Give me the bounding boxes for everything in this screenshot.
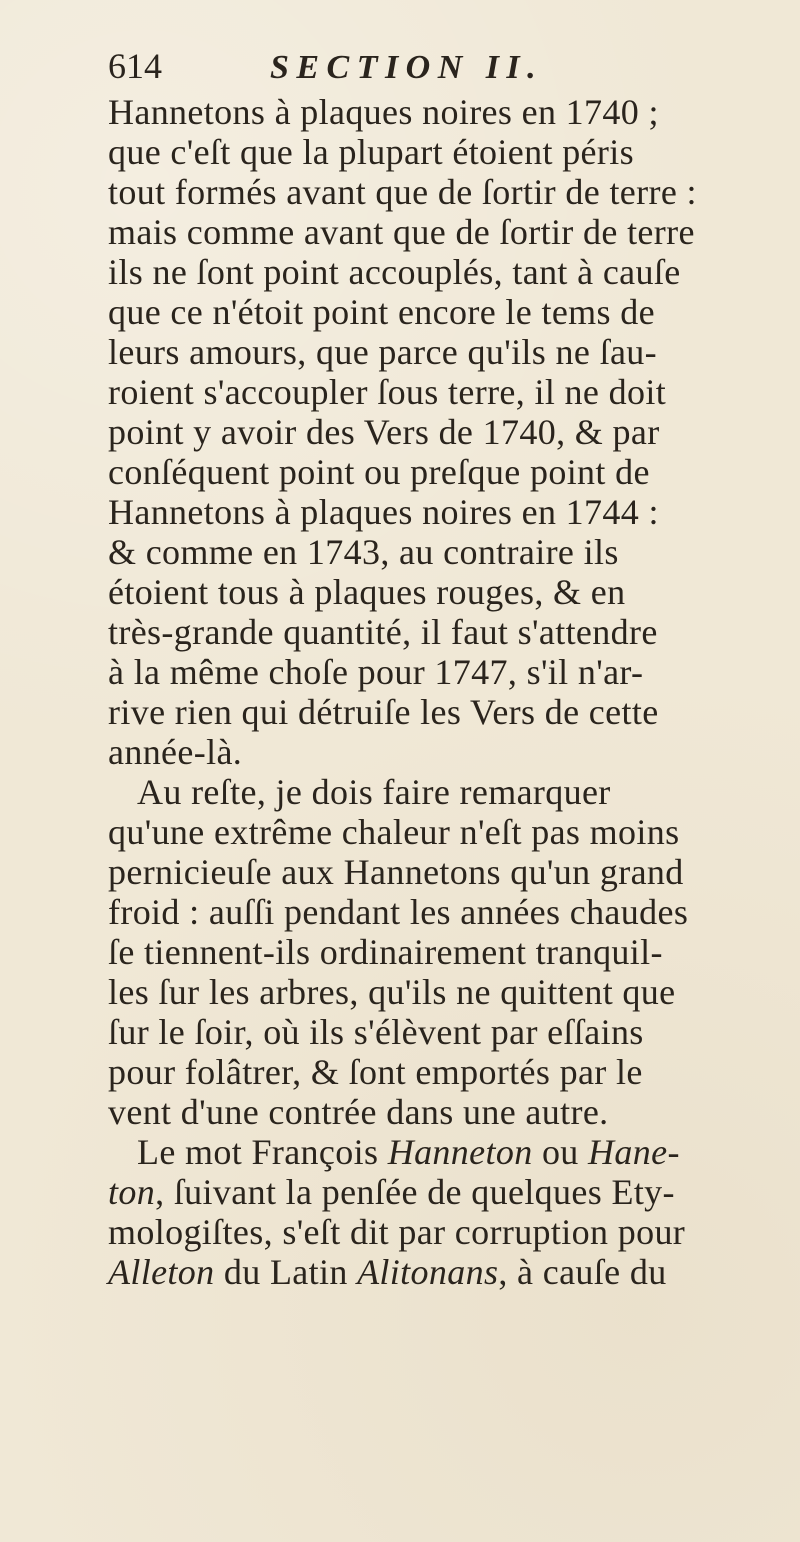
text-line: tout formés avant que de ſortir de terre :	[108, 172, 697, 212]
text-line: à la même choſe pour 1747, s'il n'ar-	[108, 652, 644, 692]
text-line: & comme en 1743, au contraire ils	[108, 532, 619, 572]
text-line	[108, 1172, 798, 1212]
text-line: ils ne ſont point accouplés, tant à cauſe	[108, 252, 681, 292]
text-line: Hannetons à plaques noires en 1744 :	[108, 492, 659, 532]
text-fragment: , à cauſe du	[498, 1252, 667, 1292]
text-line: étoient tous à plaques rouges, & en	[108, 572, 626, 612]
text-line: ſur le ſoir, où ils s'élèvent par eſſains	[108, 1012, 644, 1052]
text-line	[108, 1252, 798, 1292]
text-line: mologiſtes, s'eſt dit par corruption pour	[108, 1212, 686, 1252]
text-line: très-grande quantité, il faut s'attendre	[108, 612, 658, 652]
text-line: pernicieuſe aux Hannetons qu'un grand	[108, 852, 684, 892]
italic-word: Hane-	[588, 1132, 680, 1172]
page-text-block	[108, 40, 798, 1292]
text-line: froid : auſſi pendant les années chaudes	[108, 892, 689, 932]
text-line: point y avoir des Vers de 1740, & par	[108, 412, 660, 452]
text-line: que c'eſt que la plupart étoient péris	[108, 132, 634, 172]
paragraph-start-line: Au reſte, je dois faire remarquer	[137, 772, 611, 812]
text-line: mais comme avant que de ſortir de terre	[108, 212, 695, 252]
italic-word: ton	[108, 1172, 156, 1212]
text-fragment: du Latin	[214, 1252, 358, 1292]
running-header	[108, 40, 798, 92]
paragraph-start-line	[108, 1132, 798, 1172]
text-line: ſe tiennent-ils ordinairement tranquil-	[108, 932, 663, 972]
text-line: vent d'une contrée dans une autre.	[108, 1092, 609, 1132]
text-fragment: ou	[532, 1132, 589, 1172]
text-line: conſéquent point ou preſque point de	[108, 452, 650, 492]
text-line: roient s'accoupler ſous terre, il ne doit	[108, 372, 667, 412]
page-number: 614	[108, 46, 162, 86]
italic-word: Alleton	[108, 1252, 215, 1292]
text-line: Hannetons à plaques noires en 1740 ;	[108, 92, 659, 132]
text-line: que ce n'étoit point encore le tems de	[108, 292, 655, 332]
text-fragment: Le mot François	[137, 1132, 388, 1172]
text-line: les ſur les arbres, qu'ils ne quittent que	[108, 972, 676, 1012]
text-line: rive rien qui détruiſe les Vers de cette	[108, 692, 659, 732]
text-fragment: , ſuivant la penſée de quelques Ety-	[155, 1172, 675, 1212]
italic-word: Alitonans	[357, 1252, 499, 1292]
text-line: leurs amours, que parce qu'ils ne ſau-	[108, 332, 657, 372]
text-line: qu'une extrême chaleur n'eſt pas moins	[108, 812, 680, 852]
section-title: SECTION II.	[270, 49, 544, 86]
text-line: pour folâtrer, & ſont emportés par le	[108, 1052, 643, 1092]
text-line: année-là.	[108, 732, 243, 772]
italic-word: Hanneton	[387, 1132, 533, 1172]
